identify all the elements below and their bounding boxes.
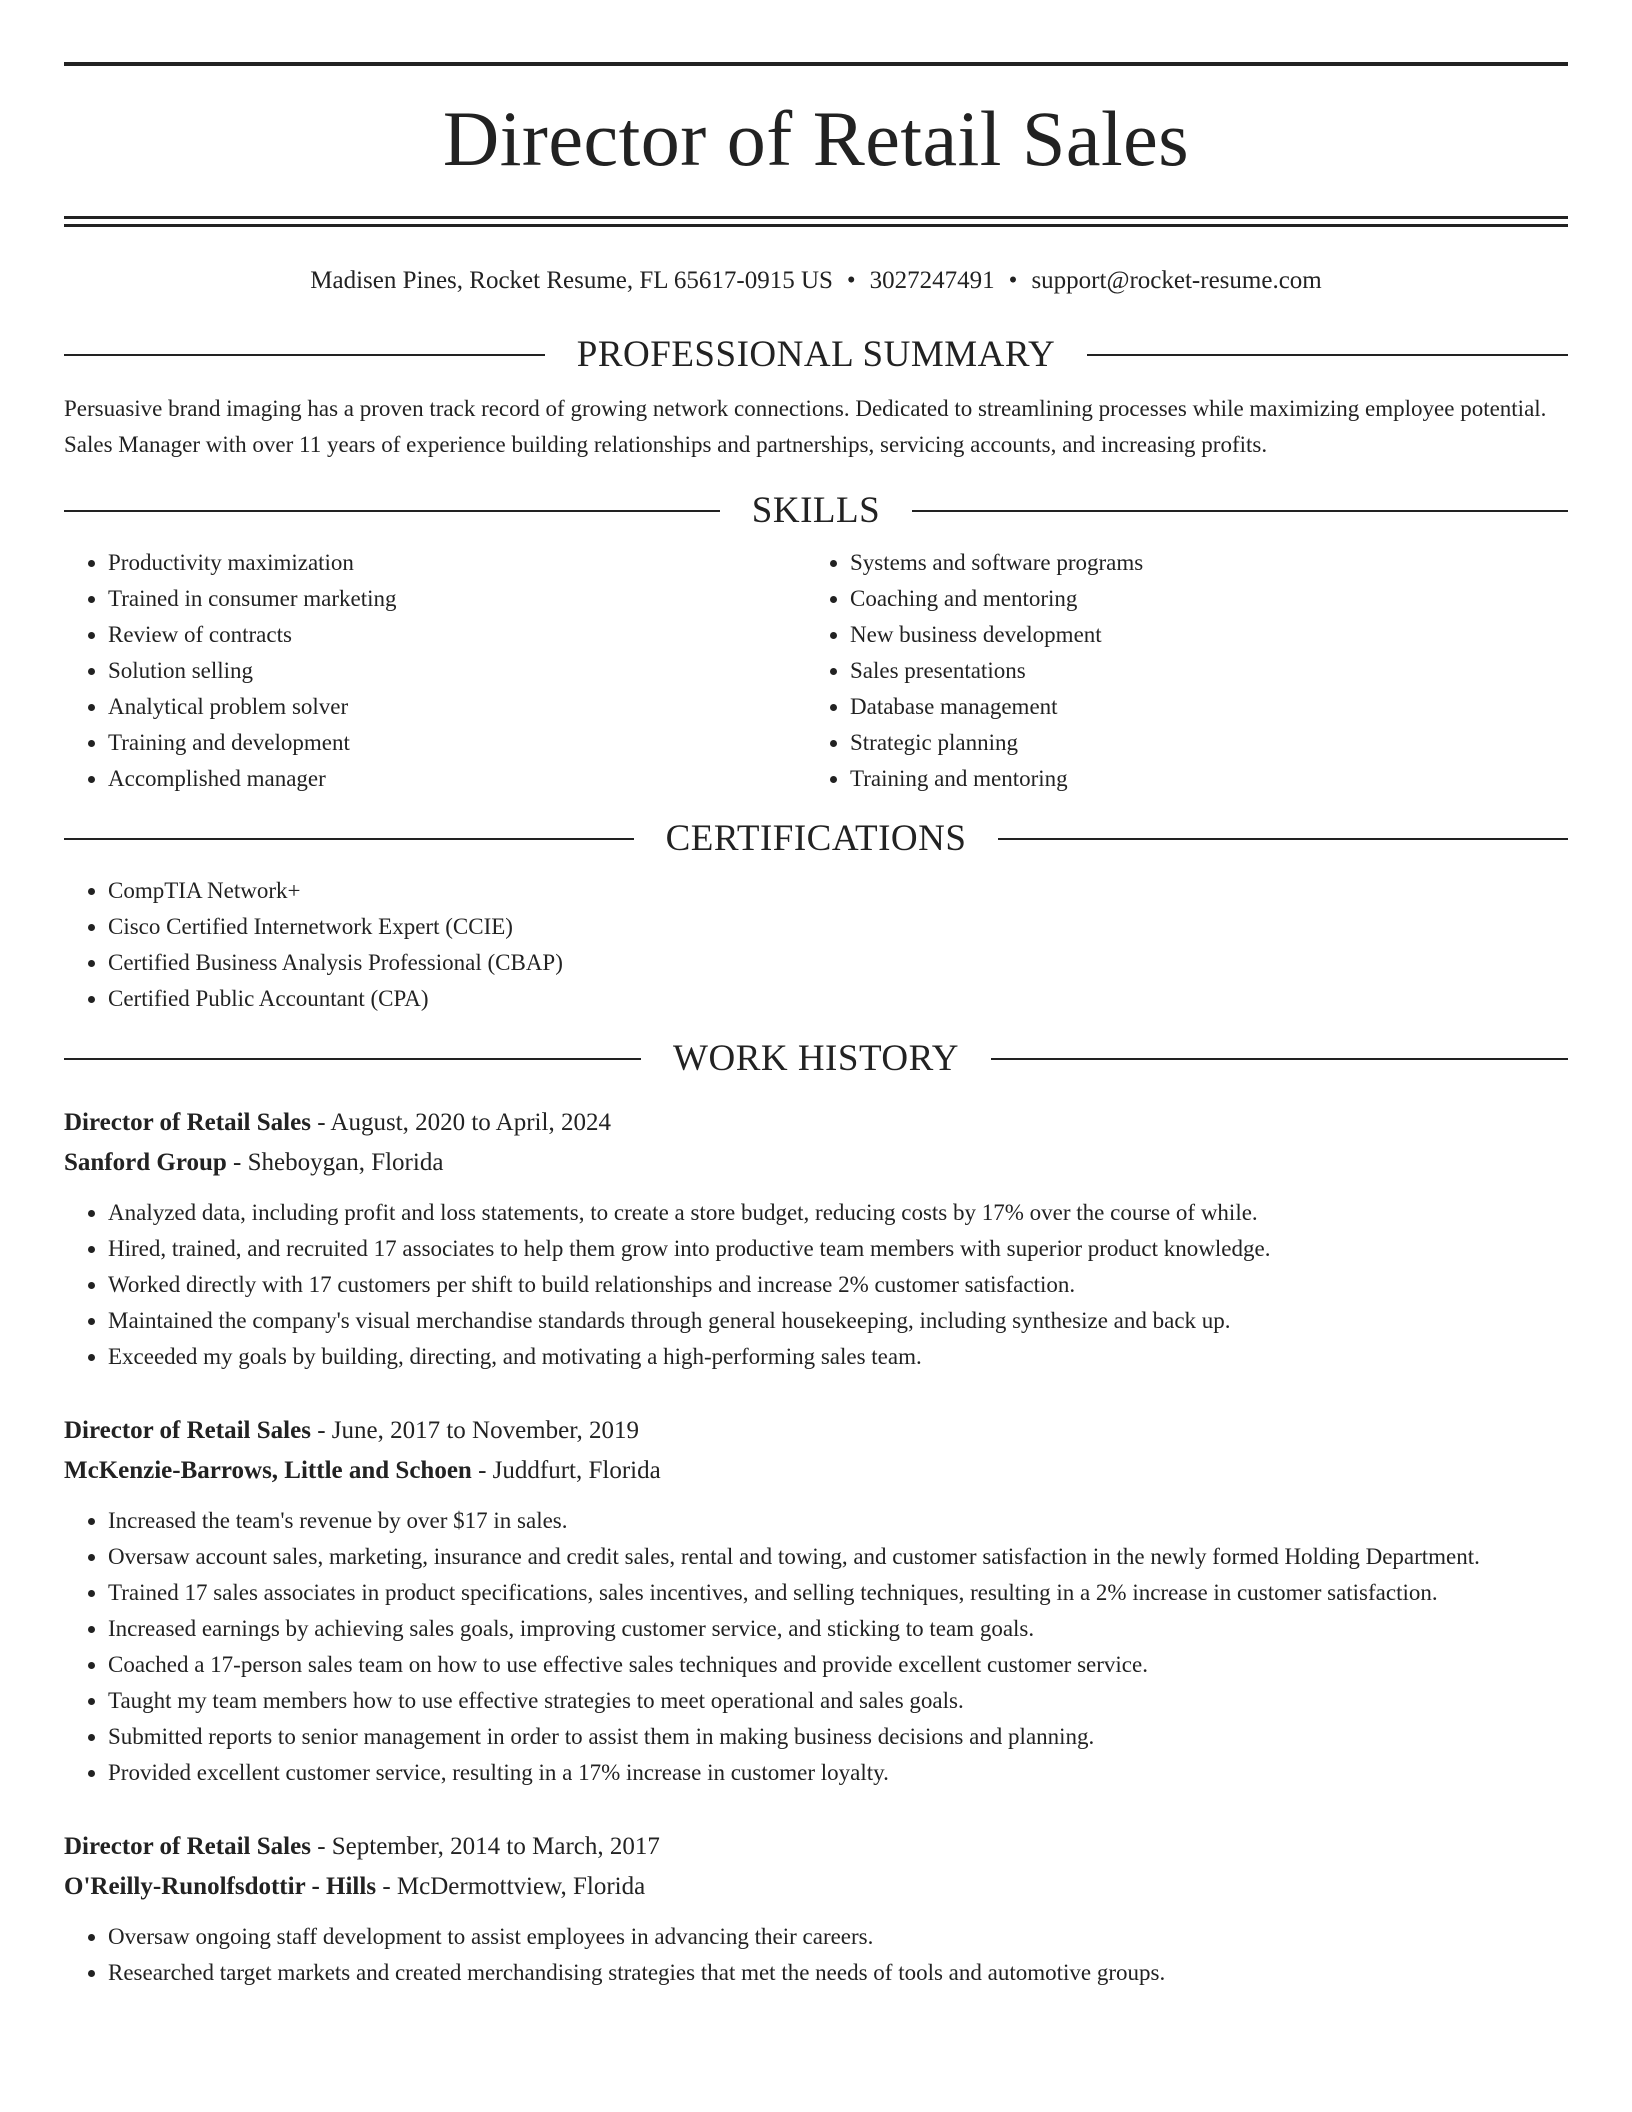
summary-heading: [64, 333, 1568, 377]
job-bullet: • Provided excellent customer service, resulting in a 17% increase in customer loyalty.: [108, 1755, 1568, 1791]
job-bullet: • Taught my team members how to use effective strategies to meet operational and sales goals.: [108, 1683, 1568, 1719]
skill-item: • Review of contracts: [108, 617, 806, 653]
job-bullet: • Trained 17 sales associates in product specifications, sales incentives, and selling techniques, resulting in a 2% increase in customer satisfaction.: [108, 1575, 1568, 1611]
job-entry: [64, 1411, 1568, 1791]
skills-heading: [64, 489, 1568, 533]
skill-item: • Accomplished manager: [108, 761, 806, 797]
heading-rule-right: [1087, 354, 1568, 356]
heading-rule-left: [64, 354, 545, 356]
job-company: Sanford Group: [64, 1149, 227, 1176]
job-bullet: • Submitted reports to senior management in order to assist them in making business decisions and planning.: [108, 1719, 1568, 1755]
contact-address: Madisen Pines, Rocket Resume, FL 65617-0915 US: [310, 267, 833, 294]
skill-item: • Sales presentations: [850, 653, 1568, 689]
certifications-heading: [64, 817, 1568, 861]
job-bullet: • Oversaw account sales, marketing, insurance and credit sales, rental and towing, and customer satisfaction in the newly formed Holding Department.: [108, 1539, 1568, 1575]
job-bullet: • Increased the team's revenue by over $17 in sales.: [108, 1503, 1568, 1539]
job-role: Director of Retail Sales: [64, 1417, 311, 1444]
job-company-line: [64, 1451, 1568, 1491]
certifications-title: CERTIFICATIONS: [665, 818, 967, 859]
job-bullets: [64, 1195, 1568, 1375]
certification-item: • Certified Business Analysis Professional (CBAP): [108, 945, 1568, 981]
job-role: Director of Retail Sales: [64, 1109, 311, 1136]
summary-title: PROFESSIONAL SUMMARY: [576, 334, 1056, 375]
certification-item: • CompTIA Network+: [108, 873, 1568, 909]
certification-item: • Cisco Certified Internetwork Expert (CCIE): [108, 909, 1568, 945]
job-bullet: • Maintained the company's visual merchandise standards through general housekeeping, including synthesize and back up.: [108, 1303, 1568, 1339]
job-company-line: [64, 1143, 1568, 1183]
job-role: Director of Retail Sales: [64, 1833, 311, 1860]
skill-item: • New business development: [850, 617, 1568, 653]
job-bullet: • Analyzed data, including profit and loss statements, to create a store budget, reducing costs by 17% over the course of while.: [108, 1195, 1568, 1231]
heading-rule-right: [998, 838, 1568, 840]
skill-item: • Productivity maximization: [108, 545, 806, 581]
skill-item: • Solution selling: [108, 653, 806, 689]
job-dates: - August, 2020 to April, 2024: [310, 1109, 611, 1136]
job-title-line: [64, 1827, 1568, 1867]
skills-columns: [64, 533, 1568, 797]
work-history-title: WORK HISTORY: [673, 1038, 959, 1079]
skill-item: • Systems and software programs: [850, 545, 1568, 581]
heading-rule-left: [64, 838, 634, 840]
heading-rule-left: [64, 1058, 641, 1060]
heading-rule-right: [991, 1058, 1568, 1060]
job-location: - McDermottview, Florida: [376, 1873, 646, 1900]
resume-title: Director of Retail Sales: [442, 95, 1190, 182]
skill-item: • Database management: [850, 689, 1568, 725]
contact-line: [64, 265, 1568, 297]
title-double-rule: [64, 216, 1568, 227]
job-bullets: [64, 1503, 1568, 1791]
job-bullet: • Researched target markets and created merchandising strategies that met the needs of tools and automotive groups.: [108, 1955, 1568, 1991]
job-location: - Juddfurt, Florida: [471, 1457, 661, 1484]
skills-list-left: [64, 545, 806, 797]
heading-rule-left: [64, 510, 720, 512]
skill-item: • Training and development: [108, 725, 806, 761]
job-bullets: [64, 1919, 1568, 1991]
skill-item: • Analytical problem solver: [108, 689, 806, 725]
certification-item: • Certified Public Accountant (CPA): [108, 981, 1568, 1017]
job-bullet: • Hired, trained, and recruited 17 associates to help them grow into productive team members with superior product knowledge.: [108, 1231, 1568, 1267]
contact-separator: •: [1008, 267, 1018, 294]
skill-item: • Training and mentoring: [850, 761, 1568, 797]
job-company: O'Reilly-Runolfsdottir - Hills: [64, 1873, 377, 1900]
job-bullet: • Increased earnings by achieving sales goals, improving customer service, and sticking to team goals.: [108, 1611, 1568, 1647]
skills-title: SKILLS: [751, 490, 881, 531]
job-bullet: • Oversaw ongoing staff development to assist employees in advancing their careers.: [108, 1919, 1568, 1955]
job-bullet: • Worked directly with 17 customers per shift to build relationships and increase 2% customer satisfaction.: [108, 1267, 1568, 1303]
summary-text: Persuasive brand imaging has a proven track record of growing network connections. Dedicated to streamlining processes while maximizing employee potential. Sales Manager with over 11 years of experience building relationships and partnerships, servicing accounts, and increasing profits.: [64, 396, 1547, 457]
certifications-list: [64, 873, 1568, 1017]
contact-separator: •: [846, 267, 856, 294]
work-history-heading: [64, 1037, 1568, 1081]
job-bullet: • Coached a 17-person sales team on how to use effective sales techniques and provide excellent customer service.: [108, 1647, 1568, 1683]
job-company: McKenzie-Barrows, Little and Schoen: [64, 1457, 472, 1484]
job-dates: - June, 2017 to November, 2019: [310, 1417, 640, 1444]
job-title-line: [64, 1103, 1568, 1143]
skills-list-right: [806, 545, 1568, 797]
top-rule: [64, 62, 1568, 66]
job-bullet: • Exceeded my goals by building, directing, and motivating a high-performing sales team.: [108, 1339, 1568, 1375]
job-title-line: [64, 1411, 1568, 1451]
skill-item: • Coaching and mentoring: [850, 581, 1568, 617]
skill-item: • Strategic planning: [850, 725, 1568, 761]
skill-item: • Trained in consumer marketing: [108, 581, 806, 617]
job-entry: [64, 1103, 1568, 1375]
job-company-line: [64, 1867, 1568, 1907]
job-entry: [64, 1827, 1568, 1991]
contact-email: support@rocket-resume.com: [1031, 267, 1322, 294]
heading-rule-right: [912, 510, 1568, 512]
contact-phone: 3027247491: [869, 267, 995, 294]
job-dates: - September, 2014 to March, 2017: [310, 1833, 660, 1860]
job-location: - Sheboygan, Florida: [226, 1149, 444, 1176]
